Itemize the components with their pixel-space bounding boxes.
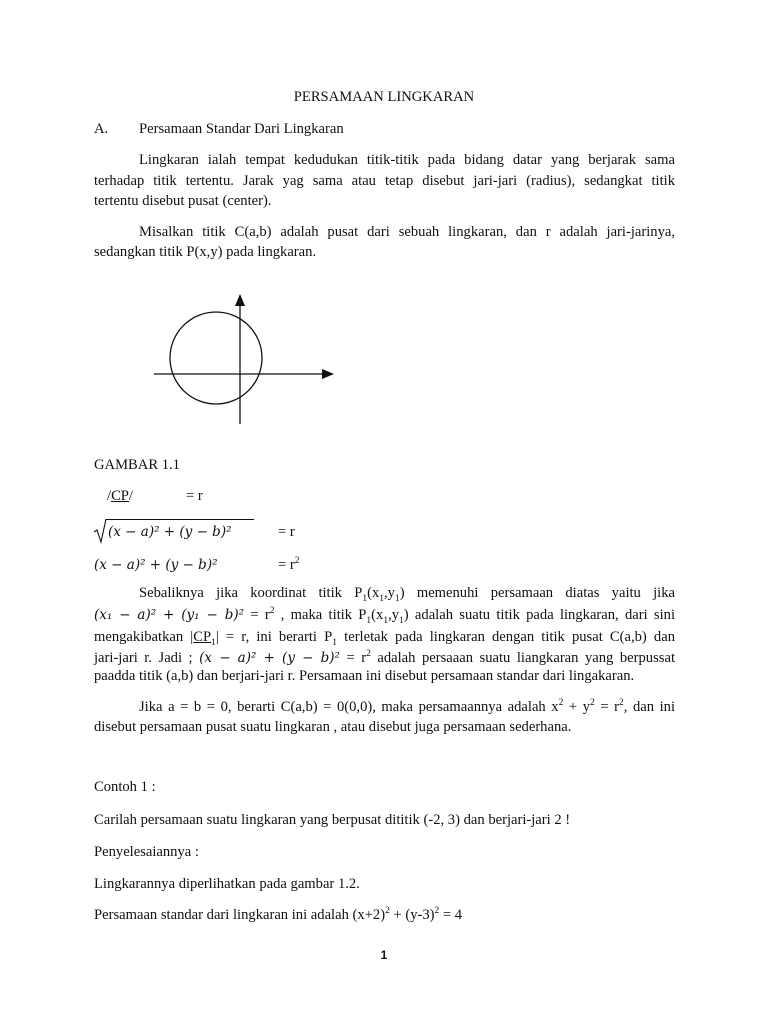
eq2-rhs: = r — [278, 524, 295, 540]
eq3-lhs: (x − a)² + (y − b)² — [94, 557, 218, 573]
y-axis-arrow-icon — [235, 294, 245, 306]
paragraph-line: mengakibatkan $|CP_1| = r$, ini berarti $P_1$ terletak pada lingkaran dengan titik pusat C(a,b) dan — [94, 629, 676, 648]
solution-line: Lingkarannya diperlihatkan pada gambar 1.2. — [94, 876, 360, 892]
paragraph-line: Misalkan titik C(a,b) adalah pusat dari sebuah lingkaran, dan r adalah jari-jarinya, — [139, 224, 675, 240]
paragraph-line: tertentu disebut pusat (center). — [94, 193, 272, 209]
eq3-rhs: = $r^2$ — [278, 556, 300, 573]
equation-distance — [107, 487, 133, 505]
paragraph-line: sedangkan titik P(x,y) pada lingkaran. — [94, 244, 317, 260]
circle-figure — [150, 290, 340, 430]
paragraph-line: Lingkaran ialah tempat kedudukan titik-titik pada bidang datar yang berjarak sama — [139, 152, 675, 168]
page-title: PERSAMAAN LINGKARAN — [293, 89, 475, 105]
final-equation-line: Persamaan standar dari lingkaran ini adalah $(x+2)^2 + (y-3)^2 = 4$ — [94, 906, 463, 923]
solution-label: Penyelesaiannya : — [94, 844, 199, 860]
sqrt-bar — [106, 519, 254, 520]
paragraph-line: $(x_1 - a)^2 + (y_1 - b)^2 = r^2$ , maka titik $P_1(x_1,y_1)$ adalah suatu titik pada lingkaran, dari sini — [94, 606, 676, 626]
section-label: A. — [94, 121, 109, 137]
figure-caption: GAMBAR 1.1 — [94, 457, 180, 473]
paragraph-line: Jika a = b = 0, berarti C(a,b) = 0(0,0), maka persamaannya adalah $x^2 + y^2 = r^2$, dan ini — [139, 698, 676, 715]
paragraph-line: paadda titik (a,b) dan berjari-jari r. Persamaan ini disebut persamaan standar dari lingakaran. — [94, 668, 635, 684]
paragraph-line: disebut persamaan pusat suatu lingkaran , atau disebut juga persamaan sederhana. — [94, 719, 572, 735]
eq1-rhs: = r — [186, 488, 203, 504]
eq1-cp: CP — [111, 488, 129, 504]
example-question: Carilah persamaan suatu lingkaran yang berpusat dititik (-2, 3) dan berjari-jari 2 ! — [94, 812, 571, 828]
eq1-slash-left: / — [107, 488, 112, 504]
circle-shape — [170, 312, 262, 404]
sqrt-icon — [93, 518, 107, 544]
example-title: Contoh 1 : — [94, 779, 156, 795]
page-number: 1 — [380, 948, 388, 962]
paragraph-line: Sebaliknya jika koordinat titik $P_1(x_1,y_1)$ memenuhi persamaan diatas yaitu jika — [139, 585, 675, 604]
paragraph-line: jari-jari r. Jadi ; $(x - a)^2 + (y - b)^2 = r^2$ adalah persaaan suatu liangkaran yang berpussat — [94, 649, 675, 666]
eq1-slash-right: / — [128, 488, 133, 504]
paragraph-line: terhadap titik tertentu. Jarak yag sama atau tetap disebut jari-jari (radius), sedangkat titik — [94, 173, 675, 189]
section-heading: Persamaan Standar Dari Lingkaran — [139, 121, 344, 137]
x-axis-arrow-icon — [322, 369, 334, 379]
eq2-lhs: (x − a)² + (y − b)² — [108, 524, 232, 540]
